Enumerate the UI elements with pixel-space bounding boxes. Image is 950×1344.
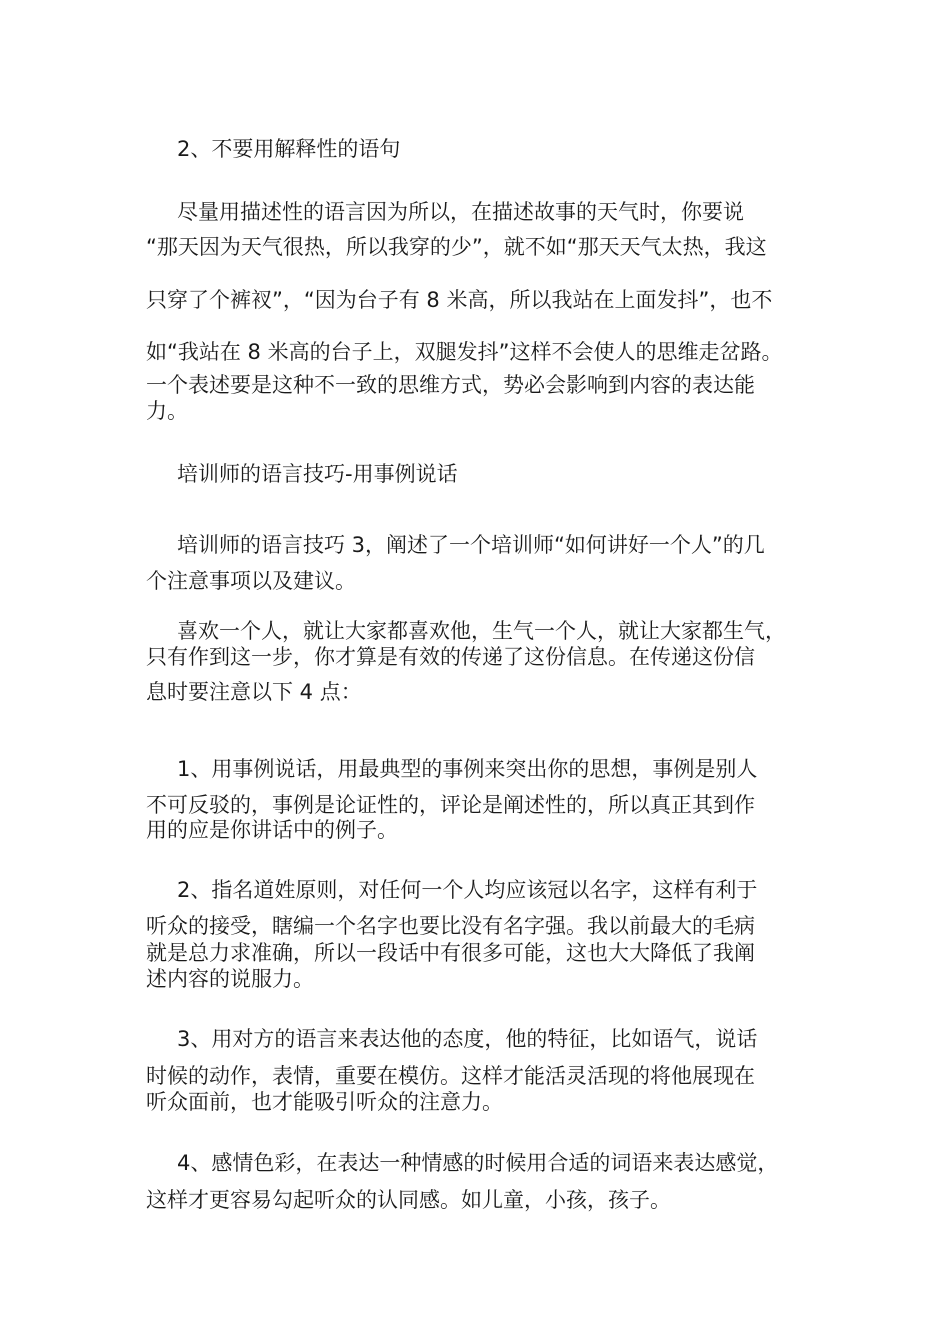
paragraph-line: 力。 — [146, 399, 188, 423]
paragraph-line: 息时要注意以下 4 点： — [146, 680, 362, 704]
paragraph-line: 培训师的语言技巧 3，阐述了一个培训师“如何讲好一个人”的几 — [177, 533, 765, 557]
paragraph-line: 4、感情色彩，在表达一种情感的时候用合适的词语来表达感觉， — [177, 1151, 779, 1175]
paragraph-line: 2、指名道姓原则，对任何一个人均应该冠以名字，这样有利于 — [177, 878, 758, 902]
paragraph-line: 就是总力求准确，所以一段话中有很多可能，这也大大降低了我阐 — [146, 941, 755, 965]
paragraph-line: 用的应是你讲话中的例子。 — [146, 818, 398, 842]
section-heading: 培训师的语言技巧-用事例说话 — [177, 462, 458, 486]
paragraph-line: “那天因为天气很热，所以我穿的少”，就不如“那天天气太热，我这 — [146, 235, 767, 259]
paragraph-line: 不可反驳的，事例是论证性的，评论是阐述性的，所以真正其到作 — [146, 793, 755, 817]
paragraph-line: 这样才更容易勾起听众的认同感。如儿童，小孩，孩子。 — [146, 1188, 671, 1212]
paragraph-line: 如“我站在 8 米高的台子上，双腿发抖”这样不会使人的思维走岔路。 — [146, 340, 783, 364]
section-heading: 2、不要用解释性的语句 — [177, 137, 401, 161]
paragraph-line: 1、用事例说话，用最典型的事例来突出你的思想，事例是别人 — [177, 757, 758, 781]
paragraph-line: 3、用对方的语言来表达他的态度，他的特征，比如语气，说话 — [177, 1027, 758, 1051]
paragraph-line: 尽量用描述性的语言因为所以，在描述故事的天气时，你要说 — [177, 200, 744, 224]
paragraph-line: 听众面前，也才能吸引听众的注意力。 — [146, 1090, 503, 1114]
paragraph-line: 时候的动作，表情，重要在模仿。这样才能活灵活现的将他展现在 — [146, 1064, 755, 1088]
paragraph-line: 听众的接受，瞎编一个名字也要比没有名字强。我以前最大的毛病 — [146, 914, 755, 938]
paragraph-line: 个注意事项以及建议。 — [146, 569, 356, 593]
paragraph-line: 一个表述要是这种不一致的思维方式，势必会影响到内容的表达能 — [146, 373, 755, 397]
paragraph-line: 述内容的说服力。 — [146, 967, 314, 991]
paragraph-line: 喜欢一个人，就让大家都喜欢他，生气一个人，就让大家都生气， — [177, 619, 786, 643]
paragraph-line: 只穿了个裤衩”，“因为台子有 8 米高，所以我站在上面发抖”，也不 — [146, 288, 773, 312]
paragraph-line: 只有作到这一步，你才算是有效的传递了这份信息。在传递这份信 — [146, 645, 755, 669]
